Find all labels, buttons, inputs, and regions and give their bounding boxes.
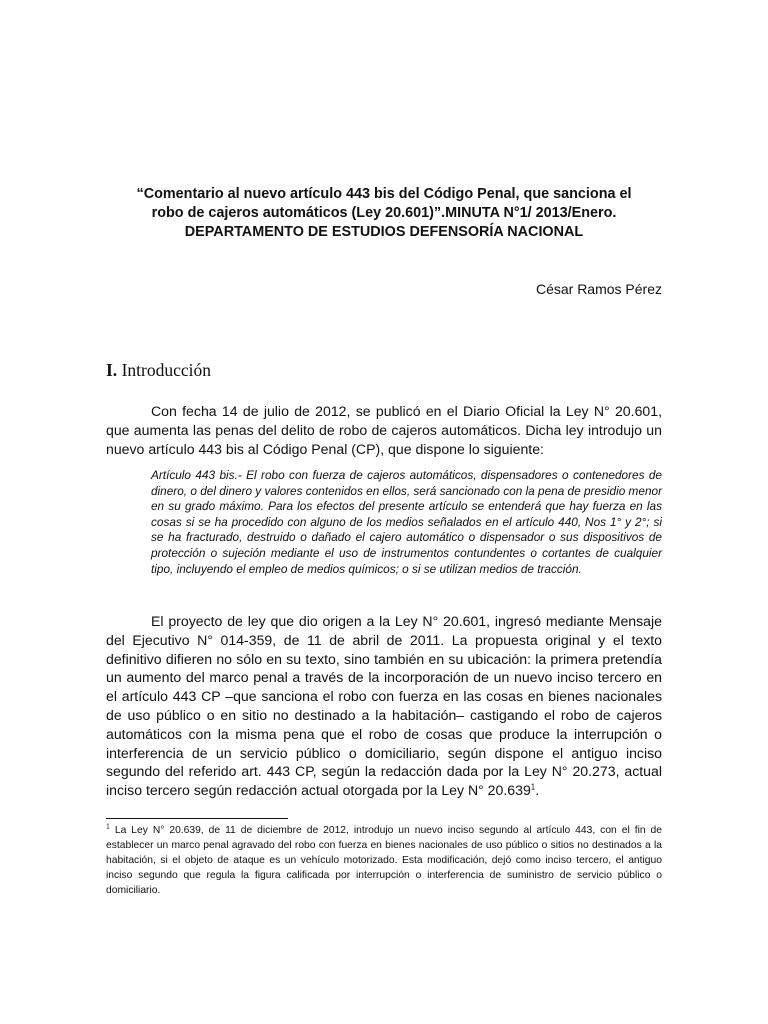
footnote-text: La Ley N° 20.639, de 11 de diciembre de 2012, introdujo un nuevo inciso segundo al artículo 443, con el fin de establecer un marco penal agravado del robo con fuerza en bienes nacionales de uso público o sitios no destinados a la habitación, si el objeto de ataque es un vehículo motorizado. Esta modificación, dejó como inciso tercero, el antiguo inciso segundo que regula la figura calificada por interrupción o interferencia de suministro de servicio público o domiciliario. <box>106 825 662 896</box>
intro-paragraph: Con fecha 14 de julio de 2012, se publicó en el Diario Oficial la Ley N° 20.601, que aumenta las penas del delito de robo de cajeros automáticos. Dicha ley introdujo un nuevo artículo 443 bis al Código Penal (CP), que dispone lo siguiente: <box>106 403 662 457</box>
title-line-1: “Comentario al nuevo artículo 443 bis del Código Penal, que sanciona el <box>136 186 632 202</box>
title-line-2: robo de cajeros automáticos (Ley 20.601)”.MINUTA N°1/ 2013/Enero. <box>151 205 617 221</box>
body-paragraph-end: . <box>535 782 540 799</box>
footnote <box>106 823 662 898</box>
section-number: I. <box>106 360 118 380</box>
title-line-3: DEPARTAMENTO DE ESTUDIOS DEFENSORÍA NACIONAL <box>184 224 584 240</box>
quoted-article: Artículo 443 bis.- El robo con fuerza de cajeros automáticos, dispensadores o contenedores de dinero, o del dinero y valores contenidos en ellos, será sancionado con la pena de presidio menor en su grado máximo. Para los efectos del presente artículo se entenderá que hay fuerza en las cosas si se ha procedido con alguno de los medios señalados en el artículo 440, Nos 1° y 2°; si se ha fracturado, destruido o dañado el cajero automático o dispensador o sus dispositivos de protección o sujeción mediante el uso de instrumentos contundentes o cortantes de cualquier tipo, incluyendo el empleo de medios químicos; o si se utilizan medios de tracción. <box>151 468 662 576</box>
section-heading <box>106 360 211 381</box>
footnote-divider <box>106 818 288 819</box>
footnote-reference[interactable]: 1 <box>530 782 536 792</box>
body-paragraph <box>106 612 662 800</box>
author-name: César Ramos Pérez <box>535 281 662 297</box>
footnote-number: 1 <box>106 823 110 831</box>
document-title <box>110 185 658 242</box>
section-title: Introducción <box>121 360 211 380</box>
body-paragraph-text: El proyecto de ley que dio origen a la Ley N° 20.601, ingresó mediante Mensaje del Ejecutivo N° 014-359, de 11 de abril de 2011. La propuesta original y el texto definitivo difieren no sólo en su texto, sino también en su ubicación: la primera pretendía un aumento del marco penal a través de la incorporación de un nuevo inciso tercero en el artículo 443 CP –que sanciona el robo con fuerza en las cosas en bienes nacionales de uso público o en sitio no destinado a la habitación– castigando el robo de cajeros automáticos con la misma pena que el robo de cosas que produce la interrupción o interferencia de un servicio público o domiciliario, según dispone el antiguo inciso segundo del referido art. 443 CP, según la redacción dada por la Ley N° 20.273, actual inciso tercero según redacción actual otorgada por la Ley N° 20.639 <box>106 613 662 799</box>
